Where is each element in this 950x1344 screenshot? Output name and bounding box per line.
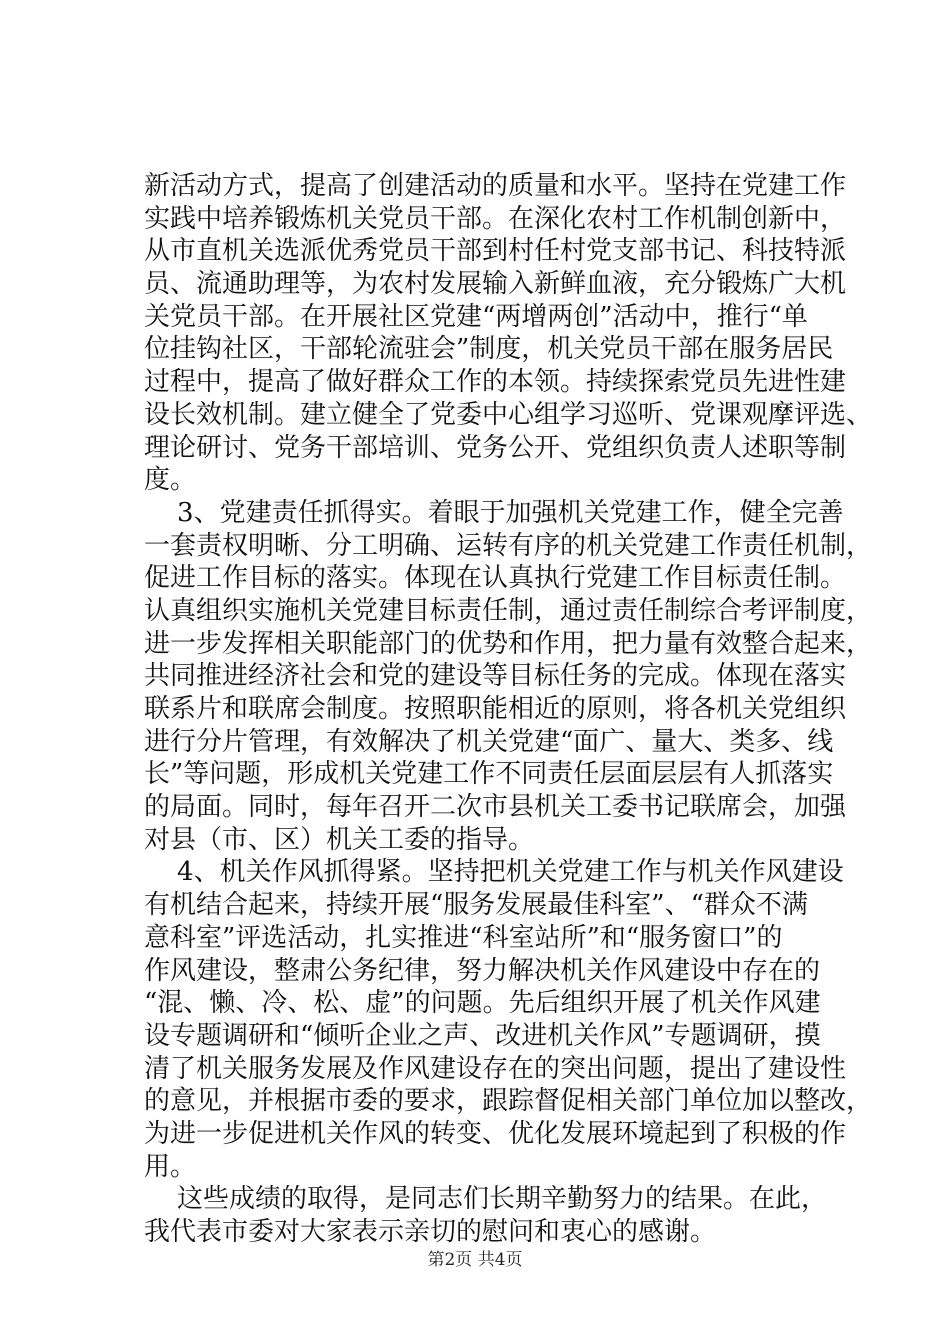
text-line: 有机结合起来，持续开展“服务发展最佳科室”、“群众不满 <box>144 890 808 921</box>
text-line: 实践中培养锻炼机关党员干部。在深化农村工作机制创新中， <box>144 203 847 234</box>
text-line: 认真组织实施机关党建目标责任制，通过责任制综合考评制度， <box>144 595 873 626</box>
text-line: 度。 <box>144 465 197 496</box>
text-line: 清了机关服务发展及作风建设存在的突出问题，提出了建设性 <box>144 1053 847 1084</box>
text-line: 3、党建责任抓得实。着眼于加强机关党建工作，健全完善 <box>144 497 844 528</box>
text-line: 用。 <box>144 1151 197 1182</box>
text-line: 4、机关作风抓得紧。坚持把机关党建工作与机关作风建设 <box>144 857 844 888</box>
text-line: 为进一步促进机关作风的转变、优化发展环境起到了积极的作 <box>144 1118 847 1149</box>
text-line: 一套责权明晰、分工明确、运转有序的机关党建工作责任机制， <box>144 530 873 561</box>
text-line: 共同推进经济社会和党的建设等目标任务的完成。体现在落实 <box>144 661 847 692</box>
text-line: 新活动方式，提高了创建活动的质量和水平。坚持在党建工作 <box>144 171 847 201</box>
text-line: 理论研讨、党务干部培训、党务公开、党组织负责人述职等制 <box>144 432 847 463</box>
text-line: 员、流通助理等，为农村发展输入新鲜血液，充分锻炼广大机 <box>144 269 847 300</box>
text-line: 关党员干部。在开展社区党建“两增两创”活动中，推行“单 <box>144 301 808 332</box>
text-line: 位挂钩社区，干部轮流驻会”制度，机关党员干部在服务居民 <box>144 334 834 365</box>
text-line: 对县（市、区）机关工委的指导。 <box>144 824 535 855</box>
text-line: 作风建设，整肃公务纪律，努力解决机关作风建设中存在的 <box>144 955 821 986</box>
text-line: 从市直机关选派优秀党员干部到村任村党支部书记、科技特派 <box>144 236 847 267</box>
text-line: 进一步发挥相关职能部门的优势和作用，把力量有效整合起来， <box>144 628 873 659</box>
text-line: 过程中，提高了做好群众工作的本领。持续探索党员先进性建 <box>144 367 847 398</box>
text-line: 设专题调研和“倾听企业之声、改进机关作风”专题调研，摸 <box>144 1020 821 1051</box>
text-line: 我代表市委对大家表示亲切的慰问和衷心的感谢。 <box>144 1217 717 1247</box>
text-line: 的局面。同时，每年召开二次市县机关工委书记联席会，加强 <box>144 792 847 823</box>
document-body <box>144 170 873 1249</box>
text-line: 长”等问题，形成机关党建工作不同责任层面层层有人抓落实 <box>144 759 834 790</box>
text-line: 促进工作目标的落实。体现在认真执行党建工作目标责任制。 <box>144 563 847 594</box>
text-line: 进行分片管理，有效解决了机关党建“面广、量大、类多、线 <box>144 726 834 757</box>
text-line: 的意见，并根据市委的要求，跟踪督促相关部门单位加以整改， <box>144 1086 873 1117</box>
text-line: “混、懒、冷、松、虚”的问题。先后组织开展了机关作风建 <box>144 988 821 1019</box>
text-line: 这些成绩的取得，是同志们长期辛勤努力的结果。在此， <box>144 1184 828 1215</box>
page-number-footer: 第2页 共4页 <box>427 1250 523 1270</box>
text-line: 设长效机制。建立健全了党委中心组学习巡听、党课观摩评选、 <box>144 399 873 430</box>
text-line: 联系片和联席会制度。按照职能相近的原则，将各机关党组织 <box>144 694 847 724</box>
text-line: 意科室”评选活动，扎实推进“科室站所”和“服务窗口”的 <box>144 922 783 953</box>
